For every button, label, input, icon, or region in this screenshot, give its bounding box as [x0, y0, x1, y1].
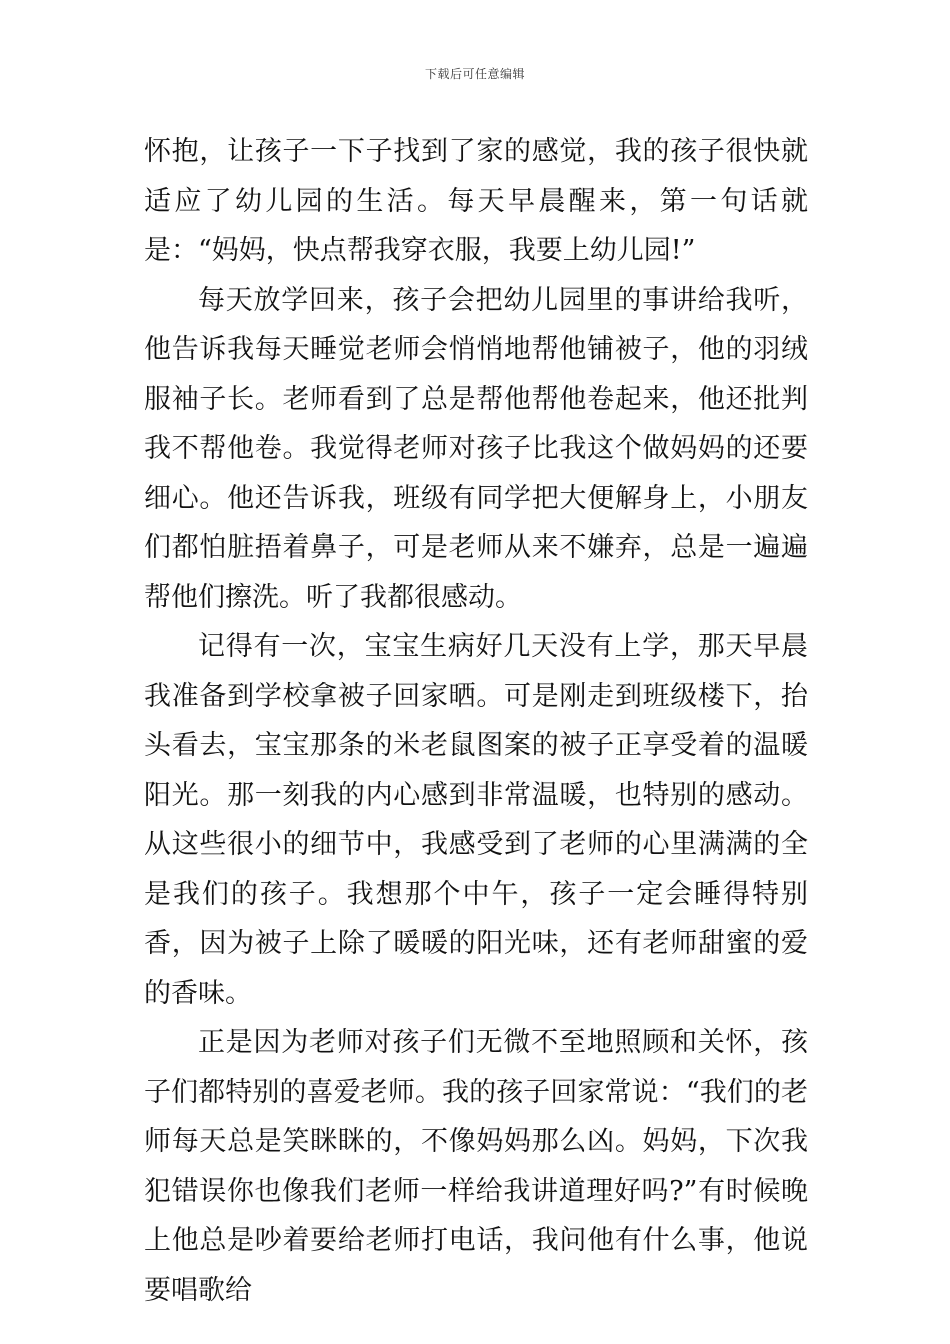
- paragraph: 记得有一次，宝宝生病好几天没有上学，那天早晨我准备到学校拿被子回家晒。可是刚走到班级楼下，抬头看去，宝宝那条的米老鼠图案的被子正享受着的温暖阳光。那一刻我的内心感到非常温暖，也特别的感动。从这些很小的细节中，我感受到了老师的心里满满的全是我们的孩子。我想那个中午，孩子一定会睡得特别香，因为被子上除了暖暖的阳光味，还有老师甜蜜的爱的香味。: [144, 631, 808, 1009]
- paragraph: 正是因为老师对孩子们无微不至地照顾和关怀，孩子们都特别的喜爱老师。我的孩子回家常说：“我们的老师每天总是笑眯眯的，不像妈妈那么凶。妈妈，下次我犯错误你也像我们老师一样给我讲道理好吗?”有时候晚上他总是吵着要给老师打电话，我问他有什么事，他说要唱歌给: [144, 1027, 808, 1306]
- document-body: [144, 127, 808, 1315]
- paragraph: 每天放学回来，孩子会把幼儿园里的事讲给我听，他告诉我每天睡觉老师会悄悄地帮他铺被子，他的羽绒服袖子长。老师看到了总是帮他帮他卷起来，他还批判我不帮他卷。我觉得老师对孩子比我这个做妈妈的还要细心。他还告诉我，班级有同学把大便解身上，小朋友们都怕脏捂着鼻子，可是老师从来不嫌弃，总是一遍遍帮他们擦洗。听了我都很感动。: [144, 284, 808, 613]
- paragraph-continuation: 怀抱，让孩子一下子找到了家的感觉，我的孩子很快就适应了幼儿园的生活。每天早晨醒来，第一句话就是：“妈妈，快点帮我穿衣服，我要上幼儿园!”: [144, 136, 808, 266]
- page-header: 下载后可任意编辑: [424, 67, 525, 81]
